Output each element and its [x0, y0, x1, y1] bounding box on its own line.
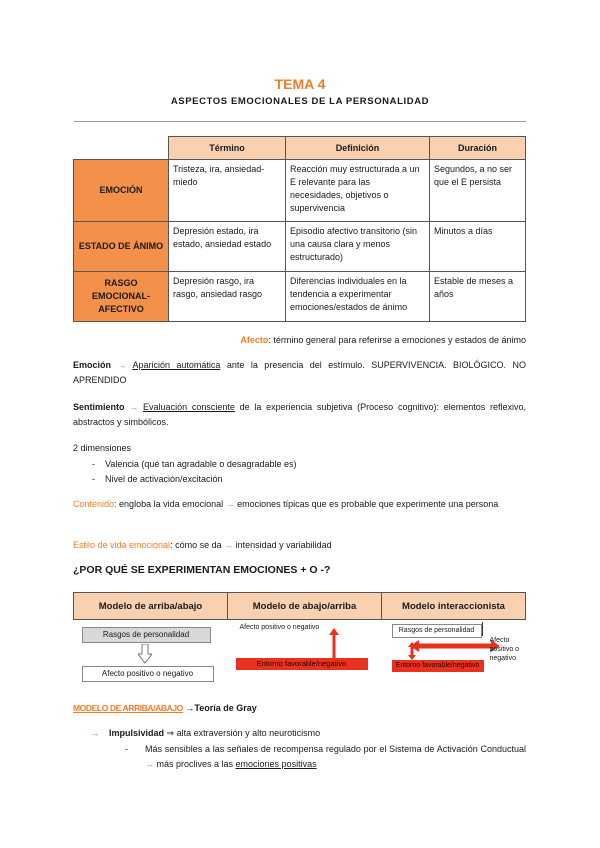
afecto-text: : término general para referirse a emociones y estados de ánimo	[268, 335, 526, 345]
emocion-underlined: Aparición automática	[132, 360, 221, 370]
table-cell: Tristeza, ira, ansiedad-miedo	[169, 160, 286, 222]
estilo-term: Estilo de vida emocional	[73, 540, 171, 550]
row-header: EMOCIÓN	[74, 160, 169, 222]
sentimiento-text: de la experiencia subjetiva (Proceso cognitivo): elementos reflexivo, abstractos y simbólicos.	[73, 402, 526, 427]
box-rasgos: Rasgos de personalidad	[82, 627, 211, 643]
table-corner	[74, 137, 169, 160]
emocion-text: ante la presencia del estímulo. SUPERVIVENCIA. BIOLÓGICO. NO APRENDIDO	[73, 360, 526, 385]
page-subtitle: ASPECTOS EMOCIONALES DE LA PERSONALIDAD	[170, 96, 430, 107]
column-header: Definición	[286, 137, 430, 160]
table-row	[74, 272, 526, 322]
contenido-paragraph	[73, 497, 526, 512]
page-title: TEMA 4	[274, 76, 326, 92]
sub-text: Más sensibles a las señales de recompensa regulado por el Sistema de Activación Conductual	[145, 744, 526, 754]
implies-icon: ⇒	[166, 728, 175, 738]
arrow-icon: →	[225, 499, 235, 509]
sentimiento-paragraph	[73, 400, 526, 430]
divider	[74, 121, 526, 122]
arrow-icon: →	[117, 360, 127, 370]
table-cell: Minutos a días	[430, 222, 526, 272]
table-cell: Depresión rasgo, ira rasgo, ansiedad rasgo	[169, 272, 286, 322]
sub-item	[145, 742, 526, 772]
column-header: Duración	[430, 137, 526, 160]
sentimiento-term: Sentimiento	[73, 402, 125, 412]
label-afecto: Afecto positivo o negativo	[239, 624, 320, 631]
arrow-icon: →	[145, 759, 154, 769]
gray-term: MODELO DE ARRIBA/ABAJO	[73, 703, 183, 713]
table-cell: Segundos, a no ser que el E persista	[430, 160, 526, 222]
impulsividad-term: Impulsividad	[109, 728, 165, 738]
column-header: Modelo interaccionista	[382, 593, 526, 620]
row-header: RASGO EMOCIONAL-AFECTIVO	[74, 272, 169, 322]
table-row	[74, 222, 526, 272]
column-header: Modelo de abajo/arriba	[228, 593, 382, 620]
table-header-row	[74, 137, 526, 160]
table-row	[74, 160, 526, 222]
column-header: Modelo de arriba/abajo	[74, 593, 228, 620]
arrow-down-icon	[138, 644, 152, 664]
table-cell: Episodio afectivo transitorio (sin una causa clara y menos estructurado)	[286, 222, 430, 272]
estilo-text: : cómo se da	[170, 540, 225, 550]
label-afecto: Afecto positivo o negativo	[489, 637, 520, 662]
section-heading: ¿POR QUÉ SE EXPERIMENTAN EMOCIONES + O -?	[73, 564, 331, 576]
model-interaccionista-diagram	[382, 620, 526, 699]
table-cell: Depresión estado, ira estado, ansiedad estado	[169, 222, 286, 272]
box-entorno: Entorno favorable/negativo	[236, 658, 368, 670]
box-afecto: Afecto positivo o negativo	[82, 666, 214, 682]
contenido-text2: emociones típicas que es probable que experimente una persona	[234, 499, 499, 509]
afecto-note	[73, 333, 526, 348]
emocion-paragraph	[73, 358, 526, 388]
dimensiones-title: 2 dimensiones	[73, 443, 132, 453]
divider	[482, 622, 483, 636]
contenido-text: : engloba la vida emocional	[114, 499, 226, 509]
double-arrow-icon	[410, 640, 500, 652]
impulsividad-line	[90, 726, 320, 741]
arrow-up-icon	[329, 628, 339, 658]
table-cell: Estable de meses a años	[430, 272, 526, 322]
contenido-term: Contenido	[73, 499, 115, 509]
arrow-icon: →	[185, 703, 195, 713]
estilo-paragraph	[73, 538, 526, 553]
row-header: ESTADO DE ÁNIMO	[74, 222, 169, 272]
models-image-row	[74, 620, 526, 699]
list-item-text: Valencia (qué tan agradable o desagradable es)	[105, 459, 297, 469]
sub-text2: más proclives a las	[154, 759, 236, 769]
emocion-term: Emoción	[73, 360, 112, 370]
arrow-icon: →	[90, 728, 99, 738]
sub-dash: -	[125, 744, 128, 754]
models-table	[73, 592, 526, 698]
gray-heading	[73, 701, 257, 716]
afecto-term: Afecto	[240, 335, 269, 345]
sentimiento-underlined: Evaluación consciente	[143, 402, 235, 412]
model-arriba-abajo-diagram	[74, 620, 228, 699]
estilo-text2: intensidad y variabilidad	[233, 540, 332, 550]
terms-table	[73, 136, 526, 322]
table-cell: Reacción muy estructurada a un E relevante para las necesidades, objetivos o supervivencia	[286, 160, 430, 222]
box-rasgos: Rasgos de personalidad	[392, 624, 482, 638]
sub-underlined: emociones positivas	[235, 759, 317, 769]
impulsividad-text: alta extraversión y alto neuroticismo	[174, 728, 321, 738]
column-header: Término	[169, 137, 286, 160]
gray-text: Teoría de Gray	[194, 703, 257, 713]
box-entorno: Entorno favorable/negativo	[392, 660, 484, 672]
list-item: - Nivel de activación/excitación	[92, 474, 223, 484]
list-item: - Valencia (qué tan agradable o desagradable es)	[92, 459, 297, 469]
table-cell: Diferencias individuales en la tendencia a experimentar emociones/estados de ánimo	[286, 272, 430, 322]
arrow-icon: →	[224, 540, 234, 550]
list-item-text: Nivel de activación/excitación	[105, 474, 223, 484]
arrow-vertical-icon	[408, 642, 416, 660]
models-header-row	[74, 593, 526, 620]
arrow-icon: →	[129, 402, 139, 412]
model-abajo-arriba-diagram	[228, 620, 382, 699]
